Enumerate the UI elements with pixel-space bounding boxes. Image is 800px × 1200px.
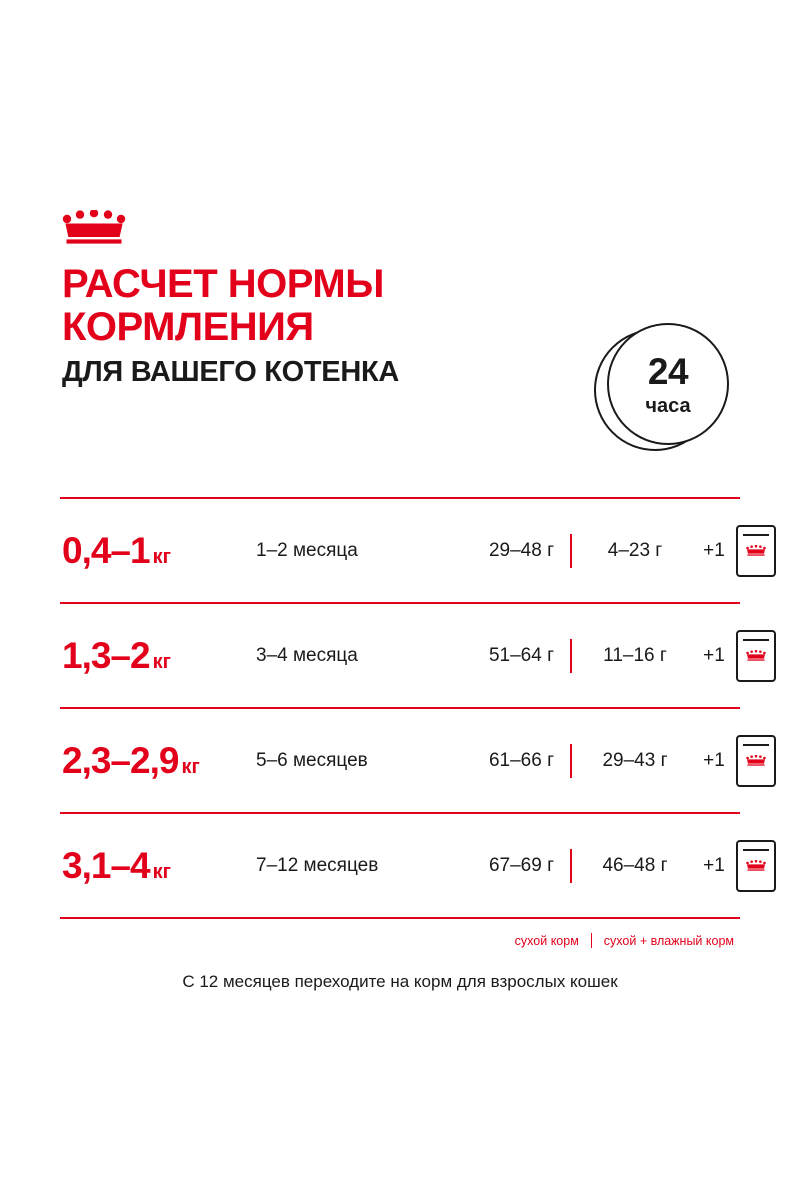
pouch-count-cell: +1 (703, 854, 725, 876)
badge-unit: часа (645, 394, 691, 417)
weight-cell (60, 637, 256, 674)
table-row (60, 709, 740, 814)
badge-number: 24 (647, 350, 689, 392)
age-cell: 1–2 месяца (256, 539, 358, 561)
footer-note: С 12 месяцев переходите на корм для взрослых кошек (182, 972, 618, 991)
age-cell: 5–6 месяцев (256, 749, 368, 771)
legend-dry-label: сухой корм (514, 933, 579, 948)
age-cell: 3–4 месяца (256, 644, 358, 666)
24-hours-badge (594, 323, 730, 459)
weight-value: 3,1–4 (62, 845, 150, 886)
crown-icon (62, 210, 126, 244)
header (60, 263, 740, 493)
weight-value: 2,3–2,9 (62, 740, 179, 781)
dry-amount-cell: 29–48 г (488, 539, 554, 561)
crown-icon (746, 545, 766, 556)
dry-amount-cell: 51–64 г (488, 644, 554, 666)
weight-value: 0,4–1 (62, 530, 150, 571)
feeding-table (60, 497, 740, 919)
weight-cell (60, 742, 256, 779)
pouch-count-cell: +1 (703, 644, 725, 666)
weight-cell (60, 847, 256, 884)
pouch-count-cell: +1 (703, 539, 725, 561)
crown-icon (746, 650, 766, 661)
page-title-line2: КОРМЛЕНИЯ (62, 304, 314, 349)
pouch-icon (736, 735, 776, 787)
dry-amount-cell: 61–66 г (488, 749, 554, 771)
pouch-icon (736, 525, 776, 577)
weight-cell (60, 532, 256, 569)
dry-amount-cell: 67–69 г (488, 854, 554, 876)
legend (60, 933, 740, 948)
pouch-count-cell: +1 (703, 749, 725, 771)
mixed-amount-cell: 4–23 г (607, 539, 663, 561)
table-row (60, 814, 740, 919)
weight-value: 1,3–2 (62, 635, 150, 676)
legend-separator (591, 933, 592, 948)
badge-ring-front (607, 323, 729, 445)
pouch-cell (734, 630, 776, 682)
title-block (62, 263, 532, 388)
table-row (60, 604, 740, 709)
page-title-line1: РАСЧЕТ НОРМЫ (62, 262, 384, 306)
mixed-amount-cell: 11–16 г (603, 644, 667, 666)
mixed-amount-cell: 29–43 г (602, 749, 668, 771)
weight-unit: кг (152, 861, 171, 883)
pouch-cell (734, 525, 776, 577)
page-subtitle: ДЛЯ ВАШЕГО КОТЕНКА (62, 355, 400, 388)
pouch-icon (736, 840, 776, 892)
crown-icon (746, 755, 766, 766)
weight-unit: кг (152, 651, 171, 673)
content-container (60, 210, 740, 992)
legend-mixed-label: сухой + влажный корм (603, 933, 734, 948)
pouch-cell (734, 840, 776, 892)
table-row (60, 499, 740, 604)
pouch-cell (734, 735, 776, 787)
mixed-amount-cell: 46–48 г (602, 854, 668, 876)
crown-icon (746, 860, 766, 871)
weight-unit: кг (181, 756, 200, 778)
weight-unit: кг (152, 546, 171, 568)
pouch-icon (736, 630, 776, 682)
page-title (62, 263, 532, 349)
age-cell: 7–12 месяцев (256, 854, 379, 876)
